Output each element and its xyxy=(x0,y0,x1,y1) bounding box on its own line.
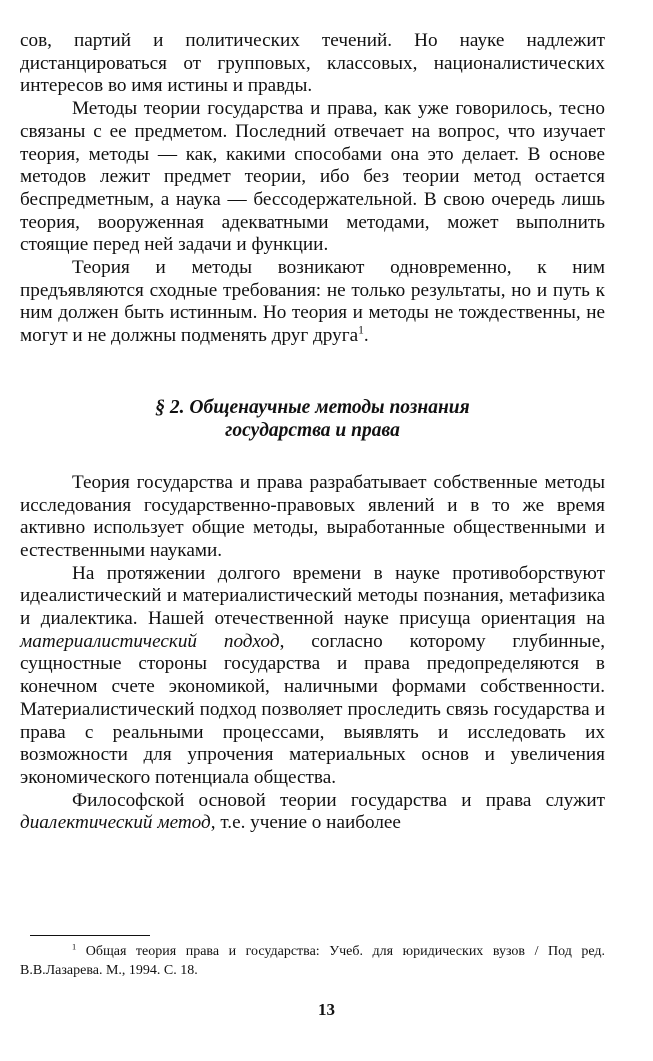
paragraph-text: На протяжении долгого времени в науке противоборствуют идеалистический и материалистический методы познания, метафизика и диалектика. Нашей отечественной науке присуща ориентация на xyxy=(20,562,605,630)
paragraph-text: Философской основой теории государства и права служит xyxy=(72,789,605,811)
paragraph-continuation xyxy=(20,30,605,98)
section-heading xyxy=(20,396,605,442)
paragraph-theory-methods xyxy=(20,257,605,348)
paragraph-dialectical-method xyxy=(20,790,605,835)
footnote-text: Общая теория права и государства: Учеб. для юридических вузов / Под ред. В.В.Лазарева. М., 1994. С. 18. xyxy=(20,944,605,978)
paragraph-materialist-approach xyxy=(20,563,605,790)
paragraph-text: Теория и методы возникают одновременно, к ним предъявляются сходные требования: не только результаты, но и путь к ним должен быть истинным. Но теория и методы не тождественны, не могут и не должны подменять друг друга xyxy=(20,257,605,347)
page-number: 13 xyxy=(318,1000,335,1019)
paragraph-own-methods xyxy=(20,472,605,563)
emphasis-term: диалектический метод xyxy=(20,812,211,834)
footnote-reference: 1 xyxy=(358,324,364,337)
paragraph-end: . xyxy=(363,325,369,347)
page-body xyxy=(20,30,605,835)
paragraph-text: Теория государства и права разрабатывает собственные методы исследования государственно-правовых явлений и в то же время активно использует общие методы, выработанные общественными и естественными науками. xyxy=(20,471,605,561)
section-heading-line-1: § 2. Общенаучные методы познания xyxy=(155,396,470,418)
emphasis-term: материалистический подход xyxy=(20,630,280,652)
paragraph-text: , т.е. учение о наиболее xyxy=(210,812,401,834)
paragraph-text: Методы теории государства и права, как уже говорилось, тесно связаны с ее предметом. Последний отвечает на вопрос, что изучает теория, методы — как, какими способами она это делает. В основе методов лежит предмет теории, ибо без теории метод остается беспредметным, а наука — бессодержательной. В свою очередь лишь теория, вооруженная адекватными методами, может выполнить стоящие перед ней задачи и функции. xyxy=(20,98,605,256)
paragraph-methods-subject xyxy=(20,98,605,257)
paragraph-text: , согласно которому глубинные, сущностные стороны государства и права предопределяются в конечном счете экономикой, наличными формами собственности. Материалистический подход позволяет проследить связь государства и права с реальными процессами, выявлять и исследовать их возможности для упрочения материальных основ и увеличения экономического потенциала общества. xyxy=(20,630,606,788)
paragraph-text: сов, партий и политических течений. Но науке надлежит дистанцироваться от групповых, классовых, националистических интересов во имя истины и правды. xyxy=(20,30,605,97)
footnote-divider xyxy=(30,935,150,936)
section-heading-line-2: государства и права xyxy=(225,419,400,441)
footnote-marker: 1 xyxy=(72,942,77,952)
footnote xyxy=(20,942,605,980)
